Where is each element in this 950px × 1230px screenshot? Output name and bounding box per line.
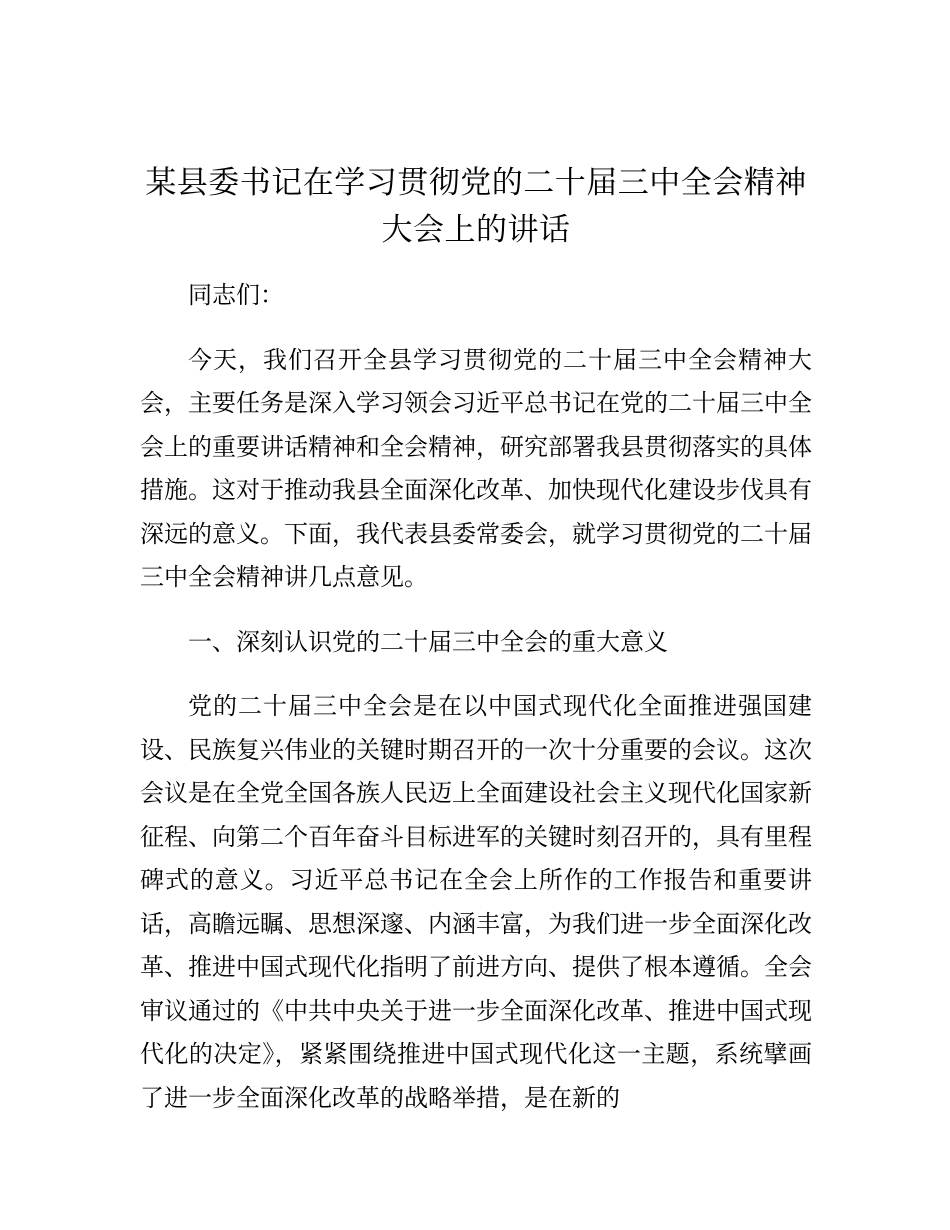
document-body (140, 160, 812, 1120)
intro-paragraph: 今天，我们召开全县学习贯彻党的二十届三中全会精神大会，主要任务是深入学习领会习近平总书记在党的二十届三中全会上的重要讲话精神和全会精神，研究部署我县贯彻落实的具体措施。这对于推动我县全面深化改革、加快现代化建设步伐具有深远的意义。下面，我代表县委常委会，就学习贯彻党的二十届三中全会精神讲几点意见。 (140, 345, 812, 591)
section-heading: 一、深刻认识党的二十届三中全会的重大意义 (188, 627, 668, 656)
document-title: 某县委书记在学习贯彻党的二十届三中全会精神大会上的讲话 (145, 165, 807, 248)
salutation: 同志们： (188, 281, 284, 309)
section-paragraph: 党的二十届三中全会是在以中国式现代化全面推进强国建设、民族复兴伟业的关键时期召开的一次十分重要的会议。这次会议是在全党全国各族人民迈上全面建设社会主义现代化国家新征程、向第二个百年奋斗目标进军的关键时刻召开的，具有里程碑式的意义。习近平总书记在全会上所作的工作报告和重要讲话，高瞻远瞩、思想深邃、内涵丰富，为我们进一步全面深化改革、推进中国式现代化指明了前进方向、提供了根本遵循。全会审议通过的《中共中央关于进一步全面深化改革、推进中国式现代化的决定》，紧紧围绕推进中国式现代化这一主题，系统擘画了进一步全面深化改革的战略举措，是在新的 (140, 692, 812, 1112)
